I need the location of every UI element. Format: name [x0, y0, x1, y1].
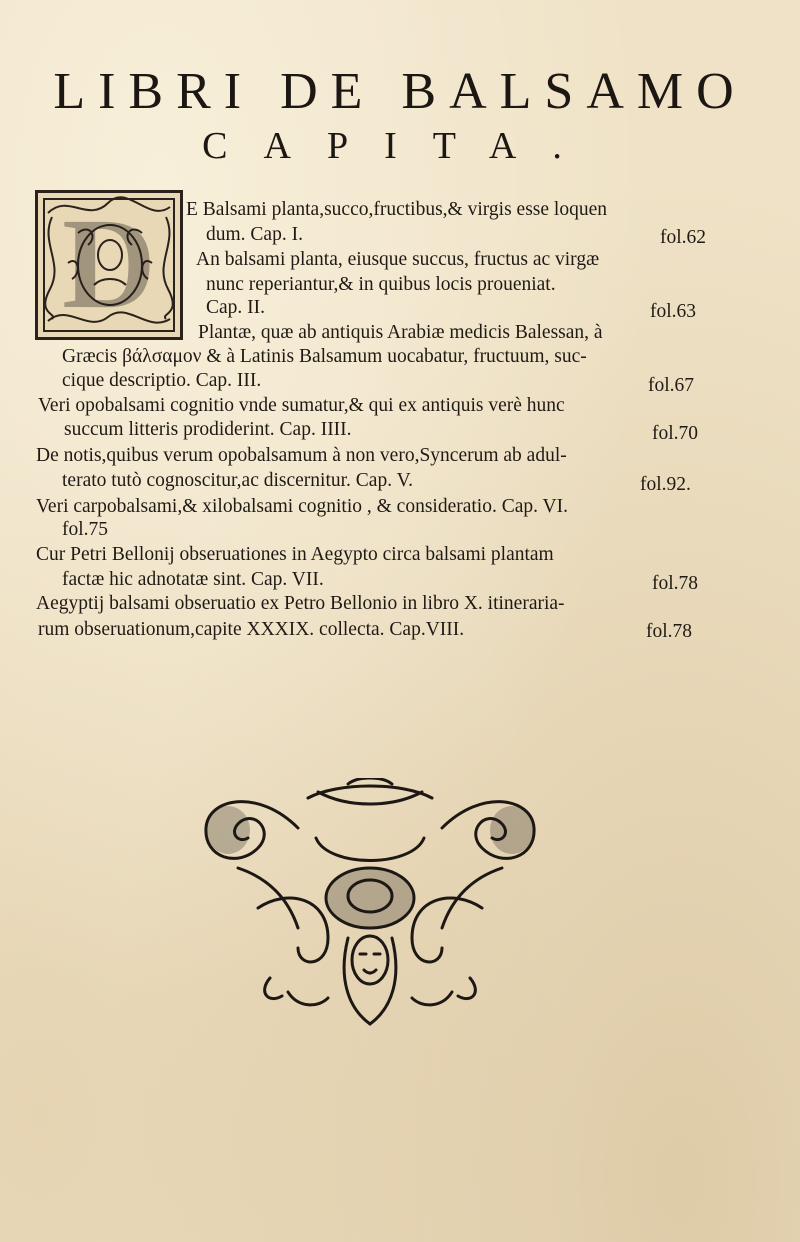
chapter-2-folio: fol.63 — [650, 301, 697, 322]
chapter-5-line-2: terato tutò cognoscitur,ac discernitur. Cap. V. — [62, 470, 414, 491]
chapter-1-line-1: E Balsami planta,succo,fructibus,& virgis esse loquen — [186, 199, 607, 220]
chapter-5-folio: fol.92. — [640, 474, 691, 495]
page-title: LIBRI DE BALSAMO — [53, 63, 747, 120]
chapter-3-line-2: Græcis βάλσαμον & à Latinis Balsamum uocabatur, fructuum, suc- — [62, 346, 587, 367]
chapter-1-line-2: dum. Cap. I. — [206, 224, 303, 245]
drop-cap-letter: D — [62, 192, 156, 336]
chapter-4-folio: fol.70 — [652, 423, 699, 444]
chapter-4-line-1: Veri opobalsami cognitio vnde sumatur,& qui ex antiquis verè hunc — [38, 395, 565, 416]
page-subtitle: CAPITA. — [202, 125, 598, 167]
chapter-8-folio: fol.78 — [646, 621, 693, 642]
chapter-2-line-2: nunc reperiantur,& in quibus locis proueniat. — [206, 274, 556, 295]
chapter-3-line-1: Plantæ, quæ ab antiquis Arabiæ medicis Balessan, à — [198, 322, 603, 343]
tailpiece-fleuron-icon — [198, 778, 542, 1028]
chapter-2-line-3: Cap. II. — [206, 297, 266, 318]
chapter-7-folio: fol.78 — [652, 573, 699, 594]
chapter-3-line-3: cique descriptio. Cap. III. — [62, 370, 262, 391]
chapter-7-line-1: Cur Petri Bellonij obseruationes in Aegypto circa balsami plantam — [36, 544, 554, 565]
woodcut-initial — [35, 190, 183, 340]
chapter-1-folio: fol.62 — [660, 227, 707, 248]
chapter-2-line-1: An balsami planta, eiusque succus, fructus ac virgæ — [196, 249, 600, 270]
chapter-6-folio: fol.75 — [62, 519, 109, 540]
chapter-5-line-1: De notis,quibus verum opobalsamum à non vero,Syncerum ab adul- — [36, 445, 567, 466]
chapter-3-folio: fol.67 — [648, 375, 695, 396]
chapter-7-line-2: factæ hic adnotatæ sint. Cap. VII. — [62, 569, 324, 590]
chapter-6-line-1: Veri carpobalsami,& xilobalsami cognitio , & consideratio. Cap. VI. — [36, 496, 568, 517]
chapter-4-line-2: succum litteris prodiderint. Cap. IIII. — [64, 419, 352, 440]
chapter-8-line-2: rum obseruationum,capite XXXIX. collecta. Cap.VIII. — [38, 619, 465, 640]
chapter-8-line-1: Aegyptij balsami obseruatio ex Petro Bellonio in libro X. itineraria- — [36, 593, 565, 614]
